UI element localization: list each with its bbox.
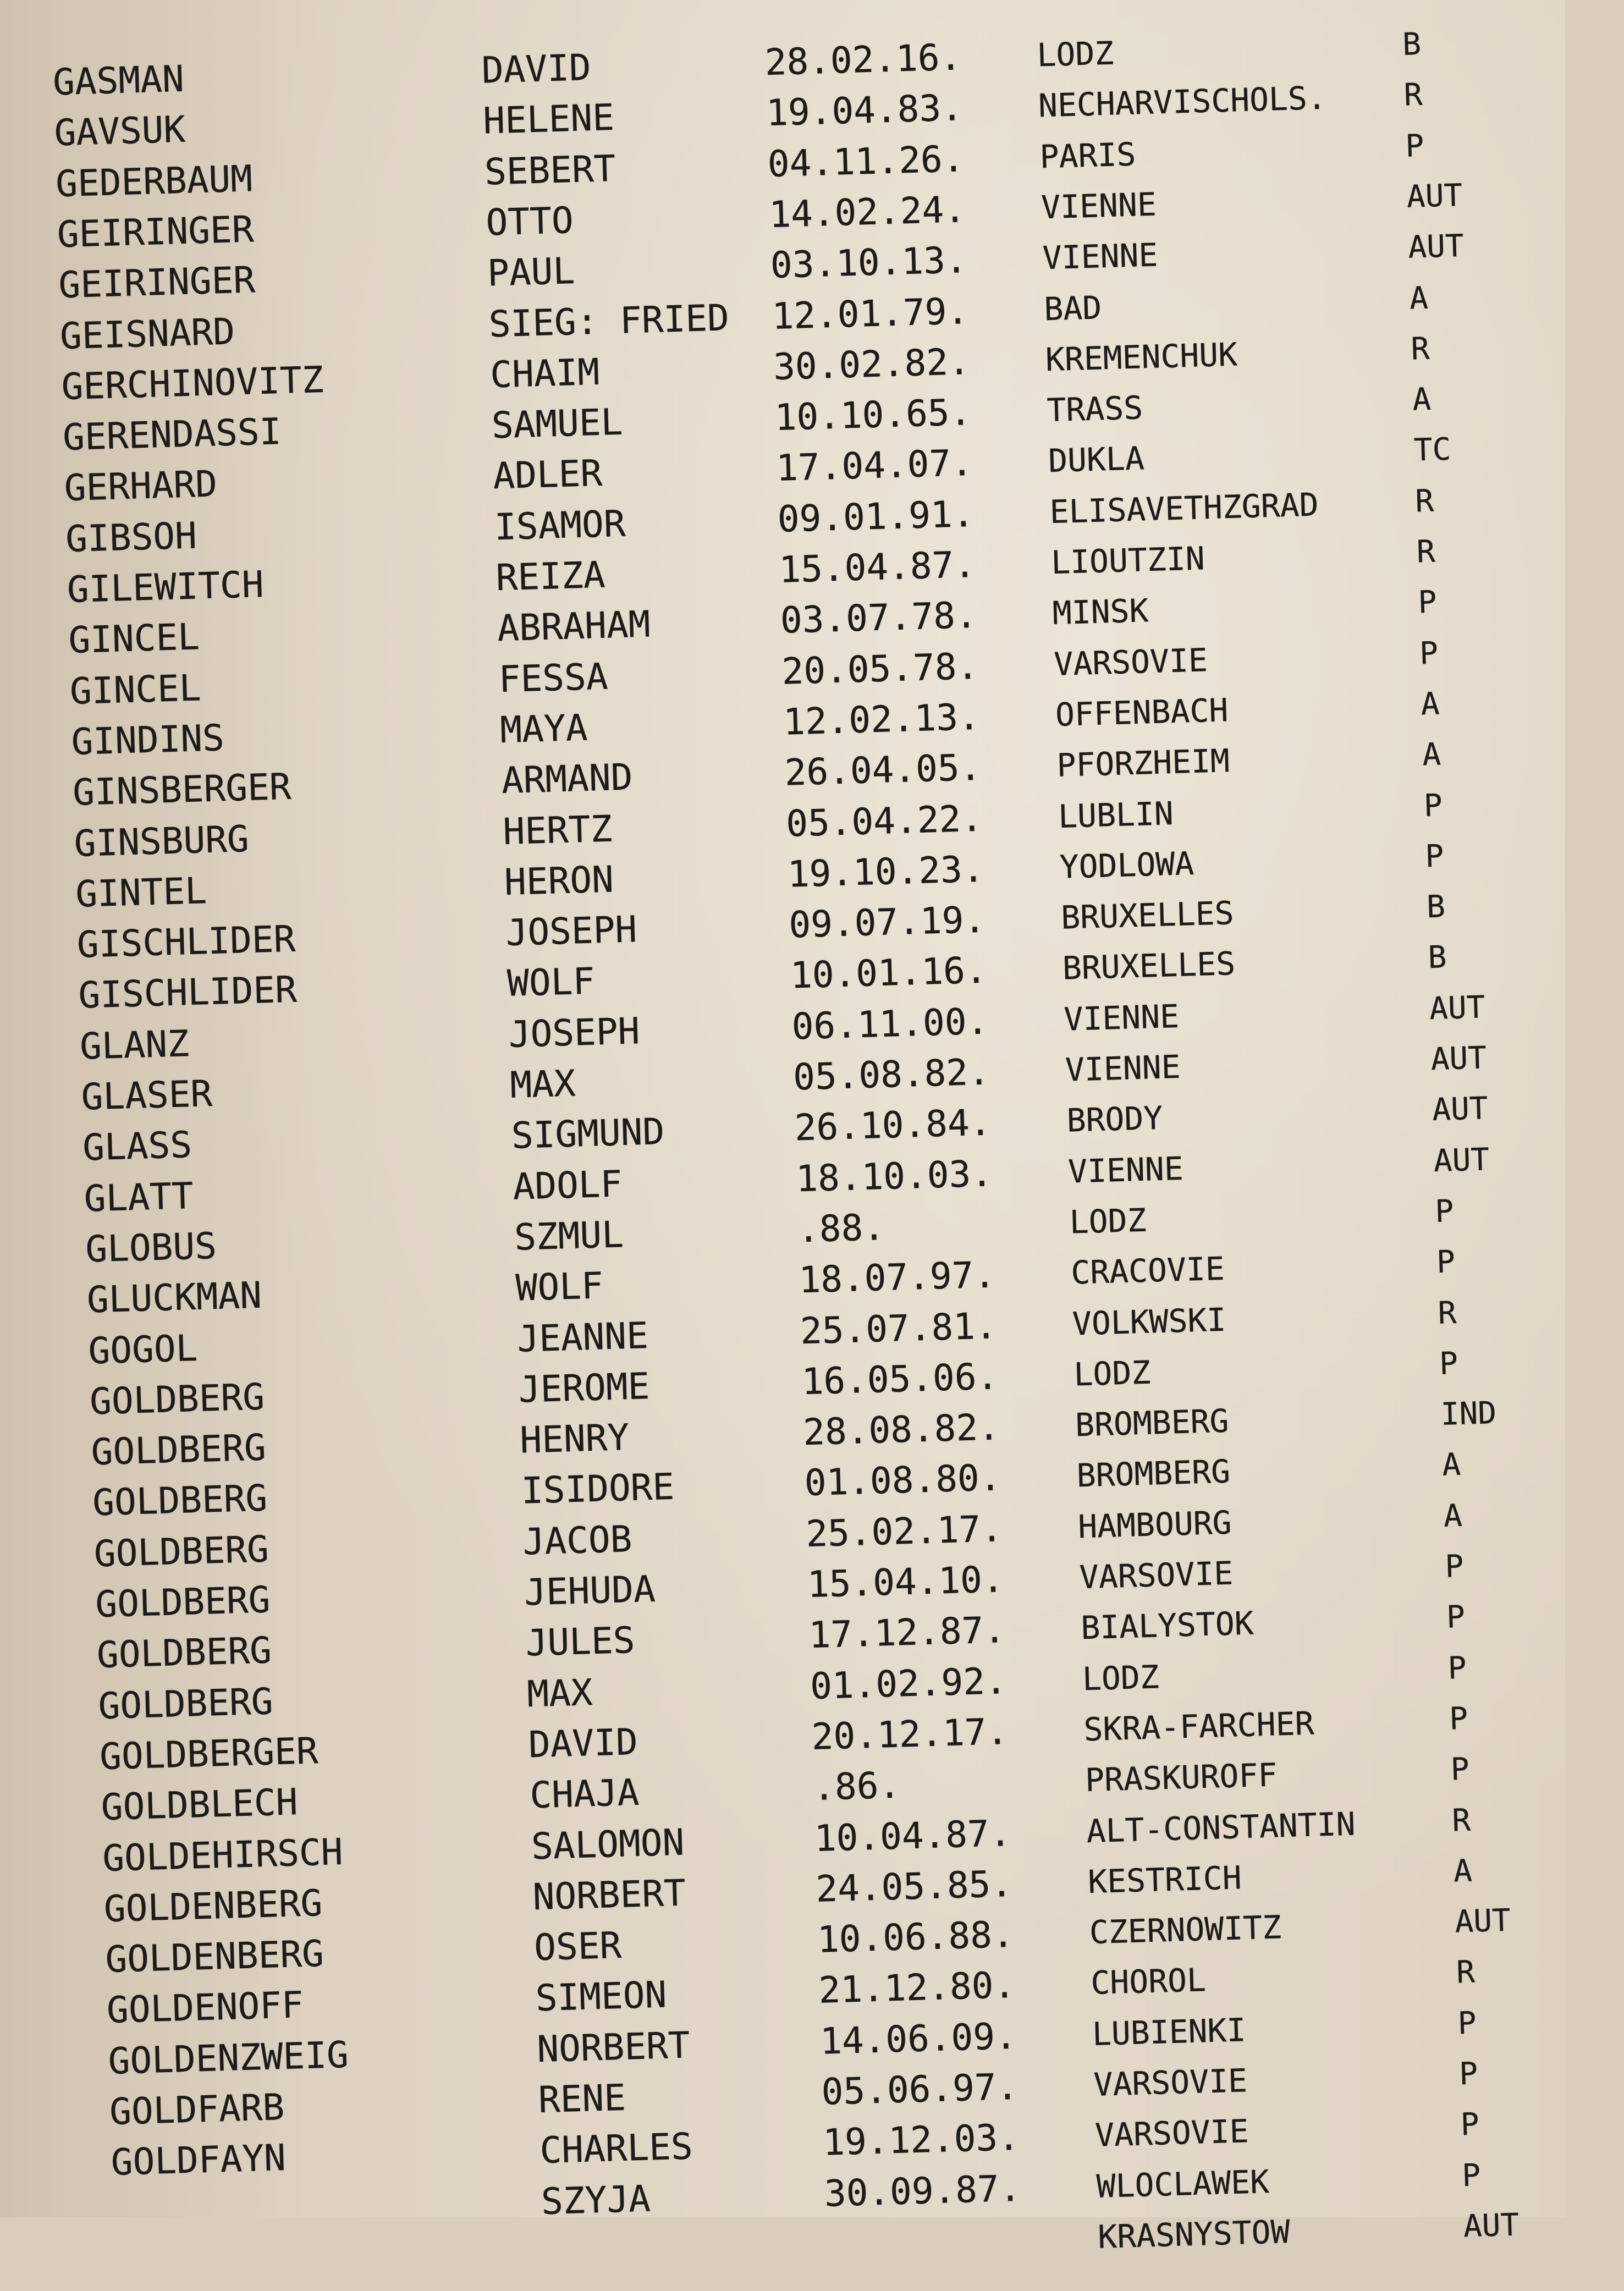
surname-cell: GOLDFAYN bbox=[111, 2133, 287, 2188]
surname-cell: GILEWITCH bbox=[67, 560, 265, 615]
birth-place-cell: LUBIENKI bbox=[1092, 2005, 1247, 2059]
list-row bbox=[26, 1074, 27, 1124]
surname-cell: GERENDASSI bbox=[62, 407, 282, 462]
surname-cell: GLASS bbox=[82, 1120, 192, 1173]
birth-date-cell: .88. bbox=[797, 1203, 885, 1254]
birth-date-cell: 17.12.87. bbox=[808, 1605, 1006, 1660]
surname-cell: GOLDBERG bbox=[92, 1474, 268, 1528]
status-code-cell: P bbox=[1424, 831, 1444, 882]
surname-cell: GINSBURG bbox=[74, 814, 250, 868]
given-name-cell: JOSEPH bbox=[505, 905, 637, 958]
birth-date-cell: 05.08.82. bbox=[792, 1048, 990, 1103]
birth-date-cell: 09.07.19. bbox=[788, 895, 986, 950]
list-row bbox=[46, 1785, 47, 1834]
status-code-cell: AUT bbox=[1406, 171, 1463, 222]
birth-place-cell: ALT-CONSTANTIN bbox=[1086, 1799, 1356, 1856]
list-row bbox=[49, 1937, 51, 1986]
surname-cell: GOLDBERG bbox=[95, 1575, 271, 1629]
list-row bbox=[54, 2089, 56, 2139]
surname-cell: GAVSUK bbox=[54, 105, 186, 158]
list-row bbox=[20, 871, 21, 921]
surname-cell: GINTEL bbox=[75, 866, 207, 919]
given-name-cell: ISAMOR bbox=[494, 499, 626, 552]
birth-date-cell: 10.04.87. bbox=[814, 1808, 1012, 1863]
birth-date-cell: 26.04.05. bbox=[784, 743, 982, 798]
status-code-cell: AUT bbox=[1432, 1084, 1489, 1136]
surname-cell: GINDINS bbox=[70, 713, 225, 767]
status-code-cell: R bbox=[1451, 1796, 1471, 1846]
birth-date-cell: 19.12.03. bbox=[822, 2113, 1020, 2168]
given-name-cell: ADLER bbox=[492, 449, 603, 502]
birth-place-cell: KESTRICH bbox=[1087, 1853, 1242, 1907]
given-name-cell: SZMUL bbox=[514, 1210, 624, 1263]
status-code-cell: P bbox=[1439, 1339, 1458, 1389]
birth-place-cell: HAMBOURG bbox=[1077, 1497, 1232, 1551]
given-name-cell: JACOB bbox=[522, 1515, 632, 1567]
surname-cell: GEDERBAUM bbox=[55, 154, 253, 209]
status-code-cell: AUT bbox=[1407, 222, 1465, 273]
surname-cell: GOLDENBERG bbox=[103, 1879, 323, 1934]
surname-cell: GOLDBERGER bbox=[99, 1726, 319, 1782]
surname-cell: GINCEL bbox=[68, 613, 200, 666]
given-name-cell: ISIDORE bbox=[521, 1462, 675, 1516]
given-name-cell: SIEG: FRIED bbox=[488, 293, 730, 349]
status-code-cell: P bbox=[1458, 2049, 1478, 2099]
birth-place-cell: VIENNE bbox=[1063, 992, 1180, 1044]
given-name-cell: OSER bbox=[533, 1921, 622, 1973]
birth-place-cell: CRACOVIE bbox=[1070, 1244, 1225, 1298]
birth-place-cell: BAD bbox=[1043, 283, 1102, 334]
list-row bbox=[42, 1683, 44, 1733]
birth-place-cell: CZERNOWITZ bbox=[1089, 1902, 1282, 1957]
status-code-cell: IND bbox=[1440, 1389, 1498, 1440]
birth-place-cell: TRASS bbox=[1046, 383, 1143, 435]
status-code-cell: P bbox=[1423, 781, 1443, 831]
surname-cell: GOLDENOFF bbox=[106, 1980, 304, 2035]
list-row bbox=[4, 313, 6, 363]
status-code-cell: AUT bbox=[1463, 2200, 1520, 2251]
given-name-cell: CHAIM bbox=[489, 348, 600, 400]
birth-date-cell: 14.06.09. bbox=[819, 2012, 1017, 2067]
status-code-cell: P bbox=[1447, 1643, 1467, 1693]
given-name-cell: NORBERT bbox=[532, 1868, 686, 1922]
status-code-cell: A bbox=[1453, 1846, 1473, 1896]
birth-date-cell: 25.07.81. bbox=[800, 1301, 998, 1356]
given-name-cell: SIMEON bbox=[535, 1970, 668, 2024]
list-row bbox=[31, 1277, 33, 1327]
birth-place-cell: VARSOVIE bbox=[1053, 635, 1208, 689]
given-name-cell: FESSA bbox=[498, 652, 609, 704]
birth-place-cell: NECHARVISCHOLS. bbox=[1038, 73, 1327, 131]
birth-place-cell: LODZ bbox=[1082, 1652, 1160, 1704]
birth-place-cell: OFFENBACH bbox=[1055, 685, 1229, 740]
list-row bbox=[47, 1835, 48, 1885]
given-name-cell: HERON bbox=[504, 855, 614, 907]
status-code-cell: A bbox=[1422, 730, 1441, 780]
surname-cell: GLATT bbox=[84, 1171, 194, 1224]
list-row bbox=[51, 1987, 53, 2037]
given-name-cell: SAMUEL bbox=[491, 398, 624, 451]
given-name-cell: MAX bbox=[509, 1059, 576, 1110]
given-name-cell: JEROME bbox=[518, 1362, 651, 1415]
status-code-cell: B bbox=[1402, 20, 1422, 70]
list-row bbox=[30, 1226, 31, 1276]
birth-date-cell: 04.11.26. bbox=[767, 134, 965, 189]
birth-date-cell: 18.07.97. bbox=[798, 1251, 996, 1306]
birth-date-cell: 09.01.91. bbox=[777, 489, 975, 544]
given-name-cell: SIGMUND bbox=[511, 1107, 665, 1161]
birth-date-cell: 10.06.88. bbox=[817, 1910, 1015, 1965]
birth-place-cell: BRUXELLES bbox=[1062, 939, 1236, 993]
status-code-cell: P bbox=[1436, 1237, 1456, 1287]
list-row bbox=[23, 973, 24, 1022]
surname-cell: GOGOL bbox=[87, 1323, 198, 1376]
given-name-cell: SEBERT bbox=[484, 144, 616, 197]
birth-date-cell: 24.05.85. bbox=[815, 1859, 1013, 1914]
birth-date-cell: 30.09.87. bbox=[824, 2163, 1022, 2218]
surname-cell: GOLDBERG bbox=[89, 1372, 265, 1427]
surname-cell: GLUCKMAN bbox=[86, 1271, 262, 1325]
surname-cell: GLOBUS bbox=[85, 1221, 217, 1275]
birth-date-cell: 10.10.65. bbox=[774, 388, 972, 443]
surname-cell: GOLDENZWEIG bbox=[107, 2030, 349, 2086]
list-row bbox=[14, 668, 16, 718]
birth-date-cell: 15.04.87. bbox=[778, 540, 976, 595]
given-name-cell: DAVID bbox=[481, 43, 592, 96]
given-name-cell: MAYA bbox=[499, 703, 588, 755]
given-name-cell: SZYJA bbox=[541, 2174, 651, 2227]
surname-cell: GISCHLIDER bbox=[78, 965, 298, 1021]
birth-place-cell: VOLKWSKI bbox=[1072, 1295, 1227, 1348]
given-name-cell: DAVID bbox=[528, 1717, 638, 1770]
given-name-cell: OTTO bbox=[485, 196, 574, 247]
list-row bbox=[48, 1886, 50, 1936]
surname-cell: GASMAN bbox=[52, 54, 185, 108]
given-name-cell: REIZA bbox=[495, 550, 605, 603]
surname-cell: GEIRINGER bbox=[58, 255, 256, 310]
given-name-cell: HENRY bbox=[519, 1413, 630, 1466]
birth-place-cell: CHOROL bbox=[1090, 1956, 1207, 2008]
birth-place-cell: VIENNE bbox=[1041, 179, 1157, 232]
birth-date-cell: 28.02.16. bbox=[764, 32, 962, 87]
given-name-cell: ARMAND bbox=[501, 753, 634, 806]
birth-date-cell: 06.11.00. bbox=[791, 996, 989, 1051]
status-code-cell: R bbox=[1456, 1948, 1476, 1998]
given-name-cell: WOLF bbox=[507, 957, 595, 1009]
birth-place-cell: BIALYSTOK bbox=[1080, 1599, 1254, 1653]
birth-date-cell: 16.05.06. bbox=[801, 1352, 999, 1407]
surname-cell: GIBSOH bbox=[65, 511, 197, 564]
surname-cell: GOLDBERG bbox=[96, 1626, 272, 1681]
surname-cell: GOLDBLECH bbox=[101, 1777, 299, 1832]
status-code-cell: AUT bbox=[1430, 1033, 1488, 1084]
birth-place-cell: VARSOVIE bbox=[1094, 2106, 1249, 2160]
surname-cell: GLANZ bbox=[79, 1019, 190, 1072]
birth-place-cell: BRUXELLES bbox=[1060, 888, 1235, 943]
birth-date-cell: 12.01.79. bbox=[771, 287, 969, 342]
birth-place-cell: LODZ bbox=[1036, 29, 1114, 80]
surname-cell: GINSBERGER bbox=[72, 762, 292, 818]
birth-place-cell: WLOCLAWEK bbox=[1096, 2157, 1270, 2211]
list-row bbox=[3, 262, 4, 312]
status-code-cell: R bbox=[1437, 1288, 1457, 1339]
surname-cell: GOLDFARB bbox=[109, 2083, 285, 2137]
birth-date-cell: 19.10.23. bbox=[787, 844, 985, 899]
status-code-cell: P bbox=[1419, 629, 1439, 679]
list-row bbox=[40, 1582, 41, 1631]
surname-cell: GERCHINOVITZ bbox=[60, 355, 324, 412]
list-row bbox=[34, 1379, 36, 1428]
birth-date-cell: 03.07.78. bbox=[780, 591, 978, 646]
given-name-cell: NORBERT bbox=[536, 2020, 691, 2074]
given-name-cell: RENE bbox=[538, 2073, 626, 2125]
birth-date-cell: 21.12.80. bbox=[818, 1960, 1016, 2015]
birth-date-cell: 28.08.82. bbox=[802, 1402, 1000, 1457]
status-code-cell: P bbox=[1457, 1998, 1477, 2048]
status-code-cell: AUT bbox=[1433, 1135, 1490, 1186]
birth-date-cell: 26.10.84. bbox=[794, 1098, 992, 1153]
given-name-cell: JULES bbox=[525, 1616, 636, 1668]
list-row bbox=[16, 719, 18, 769]
list-row bbox=[13, 618, 14, 667]
birth-place-cell: BROMBERG bbox=[1076, 1447, 1231, 1501]
surname-cell: GERHARD bbox=[64, 460, 218, 514]
birth-place-cell: PFORZHEIM bbox=[1056, 736, 1230, 790]
status-code-cell: P bbox=[1460, 2100, 1480, 2150]
list-row bbox=[29, 1176, 30, 1225]
given-name-cell: CHARLES bbox=[539, 2122, 693, 2176]
birth-place-cell: ELISAVETHZGRAD bbox=[1049, 480, 1319, 537]
birth-place-cell: PRASKUROFF bbox=[1084, 1750, 1278, 1805]
surname-cell: GISCHLIDER bbox=[76, 915, 296, 970]
birth-date-cell: 25.02.17. bbox=[805, 1504, 1003, 1559]
birth-place-cell: LODZ bbox=[1069, 1196, 1147, 1247]
status-code-cell: R bbox=[1403, 70, 1423, 120]
birth-date-cell: 05.04.22. bbox=[785, 794, 983, 849]
list-row bbox=[56, 2140, 57, 2189]
list-row bbox=[5, 364, 7, 414]
list-row bbox=[12, 567, 13, 616]
birth-place-cell: DUKLA bbox=[1048, 434, 1145, 486]
list-row bbox=[44, 1734, 46, 1783]
status-code-cell: B bbox=[1427, 933, 1447, 983]
list-row bbox=[58, 2242, 60, 2291]
list-row bbox=[53, 2038, 54, 2088]
birth-date-cell: 10.01.16. bbox=[790, 946, 988, 1001]
list-row bbox=[2, 212, 3, 261]
birth-place-cell: KREMENCHUK bbox=[1045, 329, 1238, 384]
surname-cell: GOLDBERG bbox=[97, 1677, 273, 1731]
given-name-cell: HERTZ bbox=[502, 804, 613, 857]
list-row bbox=[7, 415, 9, 464]
status-code-cell: B bbox=[1426, 882, 1446, 932]
list-row bbox=[38, 1531, 40, 1580]
status-code-cell: R bbox=[1416, 527, 1436, 577]
list-row bbox=[57, 2190, 58, 2240]
surname-cell: GOLDENBERG bbox=[104, 1929, 324, 1985]
status-code-cell: P bbox=[1444, 1542, 1464, 1592]
surname-cell: GOLDBERG bbox=[93, 1524, 269, 1579]
birth-date-cell: 12.02.13. bbox=[783, 692, 981, 747]
given-name-cell: JOSEPH bbox=[508, 1006, 641, 1060]
birth-date-cell: 01.02.92. bbox=[810, 1656, 1008, 1711]
birth-date-cell: 01.08.80. bbox=[804, 1453, 1002, 1508]
birth-place-cell: LUBLIN bbox=[1058, 789, 1174, 841]
status-code-cell: P bbox=[1450, 1745, 1470, 1795]
given-name-cell: WOLF bbox=[515, 1261, 604, 1313]
birth-place-cell: BRODY bbox=[1066, 1093, 1163, 1146]
surname-cell: GINCEL bbox=[69, 663, 202, 717]
status-code-cell: A bbox=[1421, 679, 1440, 729]
status-code-cell: A bbox=[1409, 273, 1429, 323]
birth-place-cell: VARSOVIE bbox=[1079, 1549, 1234, 1602]
status-code-cell: R bbox=[1414, 476, 1434, 526]
status-code-cell: A bbox=[1443, 1491, 1463, 1541]
birth-place-cell: LIOUTZIN bbox=[1050, 533, 1205, 587]
status-code-cell: AUT bbox=[1429, 983, 1486, 1034]
status-code-cell: R bbox=[1410, 324, 1430, 374]
status-code-cell: AUT bbox=[1454, 1896, 1511, 1947]
list-row bbox=[27, 1125, 29, 1175]
list-row bbox=[0, 161, 2, 211]
birth-place-cell: VIENNE bbox=[1042, 230, 1159, 283]
birth-date-cell: 19.04.83. bbox=[766, 84, 964, 139]
given-name-cell: MAX bbox=[526, 1668, 593, 1719]
birth-date-cell: 20.05.78. bbox=[781, 641, 979, 696]
given-name-cell: SALOMON bbox=[531, 1818, 685, 1871]
birth-date-cell: 15.04.10. bbox=[807, 1555, 1005, 1610]
list-row bbox=[9, 465, 10, 515]
birth-date-cell: .86. bbox=[812, 1761, 901, 1813]
given-name-cell: ABRAHAM bbox=[497, 600, 651, 654]
birth-place-cell: YODLOWA bbox=[1059, 839, 1195, 892]
surname-cell: GOLDEHIRSCH bbox=[102, 1827, 343, 1883]
surname-cell: GOLDBERG bbox=[91, 1423, 267, 1478]
list-row bbox=[36, 1429, 37, 1479]
given-name-cell: HELENE bbox=[482, 93, 615, 146]
list-row bbox=[10, 516, 12, 566]
birth-place-cell: VIENNE bbox=[1065, 1042, 1181, 1095]
birth-date-cell: 03.10.13. bbox=[770, 235, 968, 290]
birth-place-cell: MINSK bbox=[1052, 586, 1149, 638]
birth-place-cell: PARIS bbox=[1039, 129, 1136, 181]
status-code-cell: P bbox=[1434, 1187, 1454, 1237]
birth-place-cell: BROMBERG bbox=[1075, 1396, 1230, 1450]
birth-date-cell: 05.06.97. bbox=[821, 2062, 1019, 2117]
given-name-cell: JEANNE bbox=[516, 1311, 649, 1364]
status-code-cell: A bbox=[1412, 375, 1432, 425]
surname-cell: GEISNARD bbox=[59, 307, 235, 361]
list-row bbox=[21, 922, 23, 972]
birth-place-cell: VIENNE bbox=[1067, 1143, 1184, 1196]
birth-place-cell: VARSOVIE bbox=[1093, 2056, 1248, 2110]
given-name-cell: CHAJA bbox=[529, 1768, 640, 1821]
status-code-cell: A bbox=[1441, 1440, 1461, 1490]
list-row bbox=[19, 820, 20, 870]
status-code-cell: P bbox=[1449, 1694, 1468, 1744]
surname-cell: GLASER bbox=[81, 1069, 213, 1122]
birth-date-cell: 18.10.03. bbox=[795, 1149, 993, 1204]
birth-place-cell: LODZ bbox=[1073, 1347, 1151, 1399]
list-row bbox=[32, 1328, 34, 1378]
surname-cell: GEIRINGER bbox=[57, 205, 255, 260]
status-code-cell: P bbox=[1461, 2151, 1481, 2201]
given-name-cell: ADOLF bbox=[512, 1159, 623, 1212]
given-name-cell: PAUL bbox=[487, 246, 575, 298]
status-code-cell: P bbox=[1405, 121, 1424, 171]
birth-date-cell: 14.02.24. bbox=[768, 185, 966, 240]
status-code-cell: P bbox=[1446, 1593, 1466, 1643]
list-row bbox=[37, 1480, 38, 1530]
birth-place-cell: SKRA-FARCHER bbox=[1083, 1698, 1314, 1754]
status-code-cell: TC bbox=[1413, 425, 1452, 476]
birth-date-cell: 17.04.07. bbox=[775, 438, 973, 493]
status-code-cell: P bbox=[1417, 578, 1437, 628]
given-name-cell: JEHUDA bbox=[524, 1565, 656, 1618]
list-row bbox=[24, 1023, 26, 1073]
birth-date-cell: 20.12.17. bbox=[811, 1707, 1009, 1762]
birth-date-cell: 30.02.82. bbox=[773, 337, 971, 392]
list-row bbox=[17, 770, 19, 819]
birth-place-cell: KRASNYSTOW bbox=[1097, 2207, 1291, 2262]
list-row bbox=[41, 1632, 43, 1682]
